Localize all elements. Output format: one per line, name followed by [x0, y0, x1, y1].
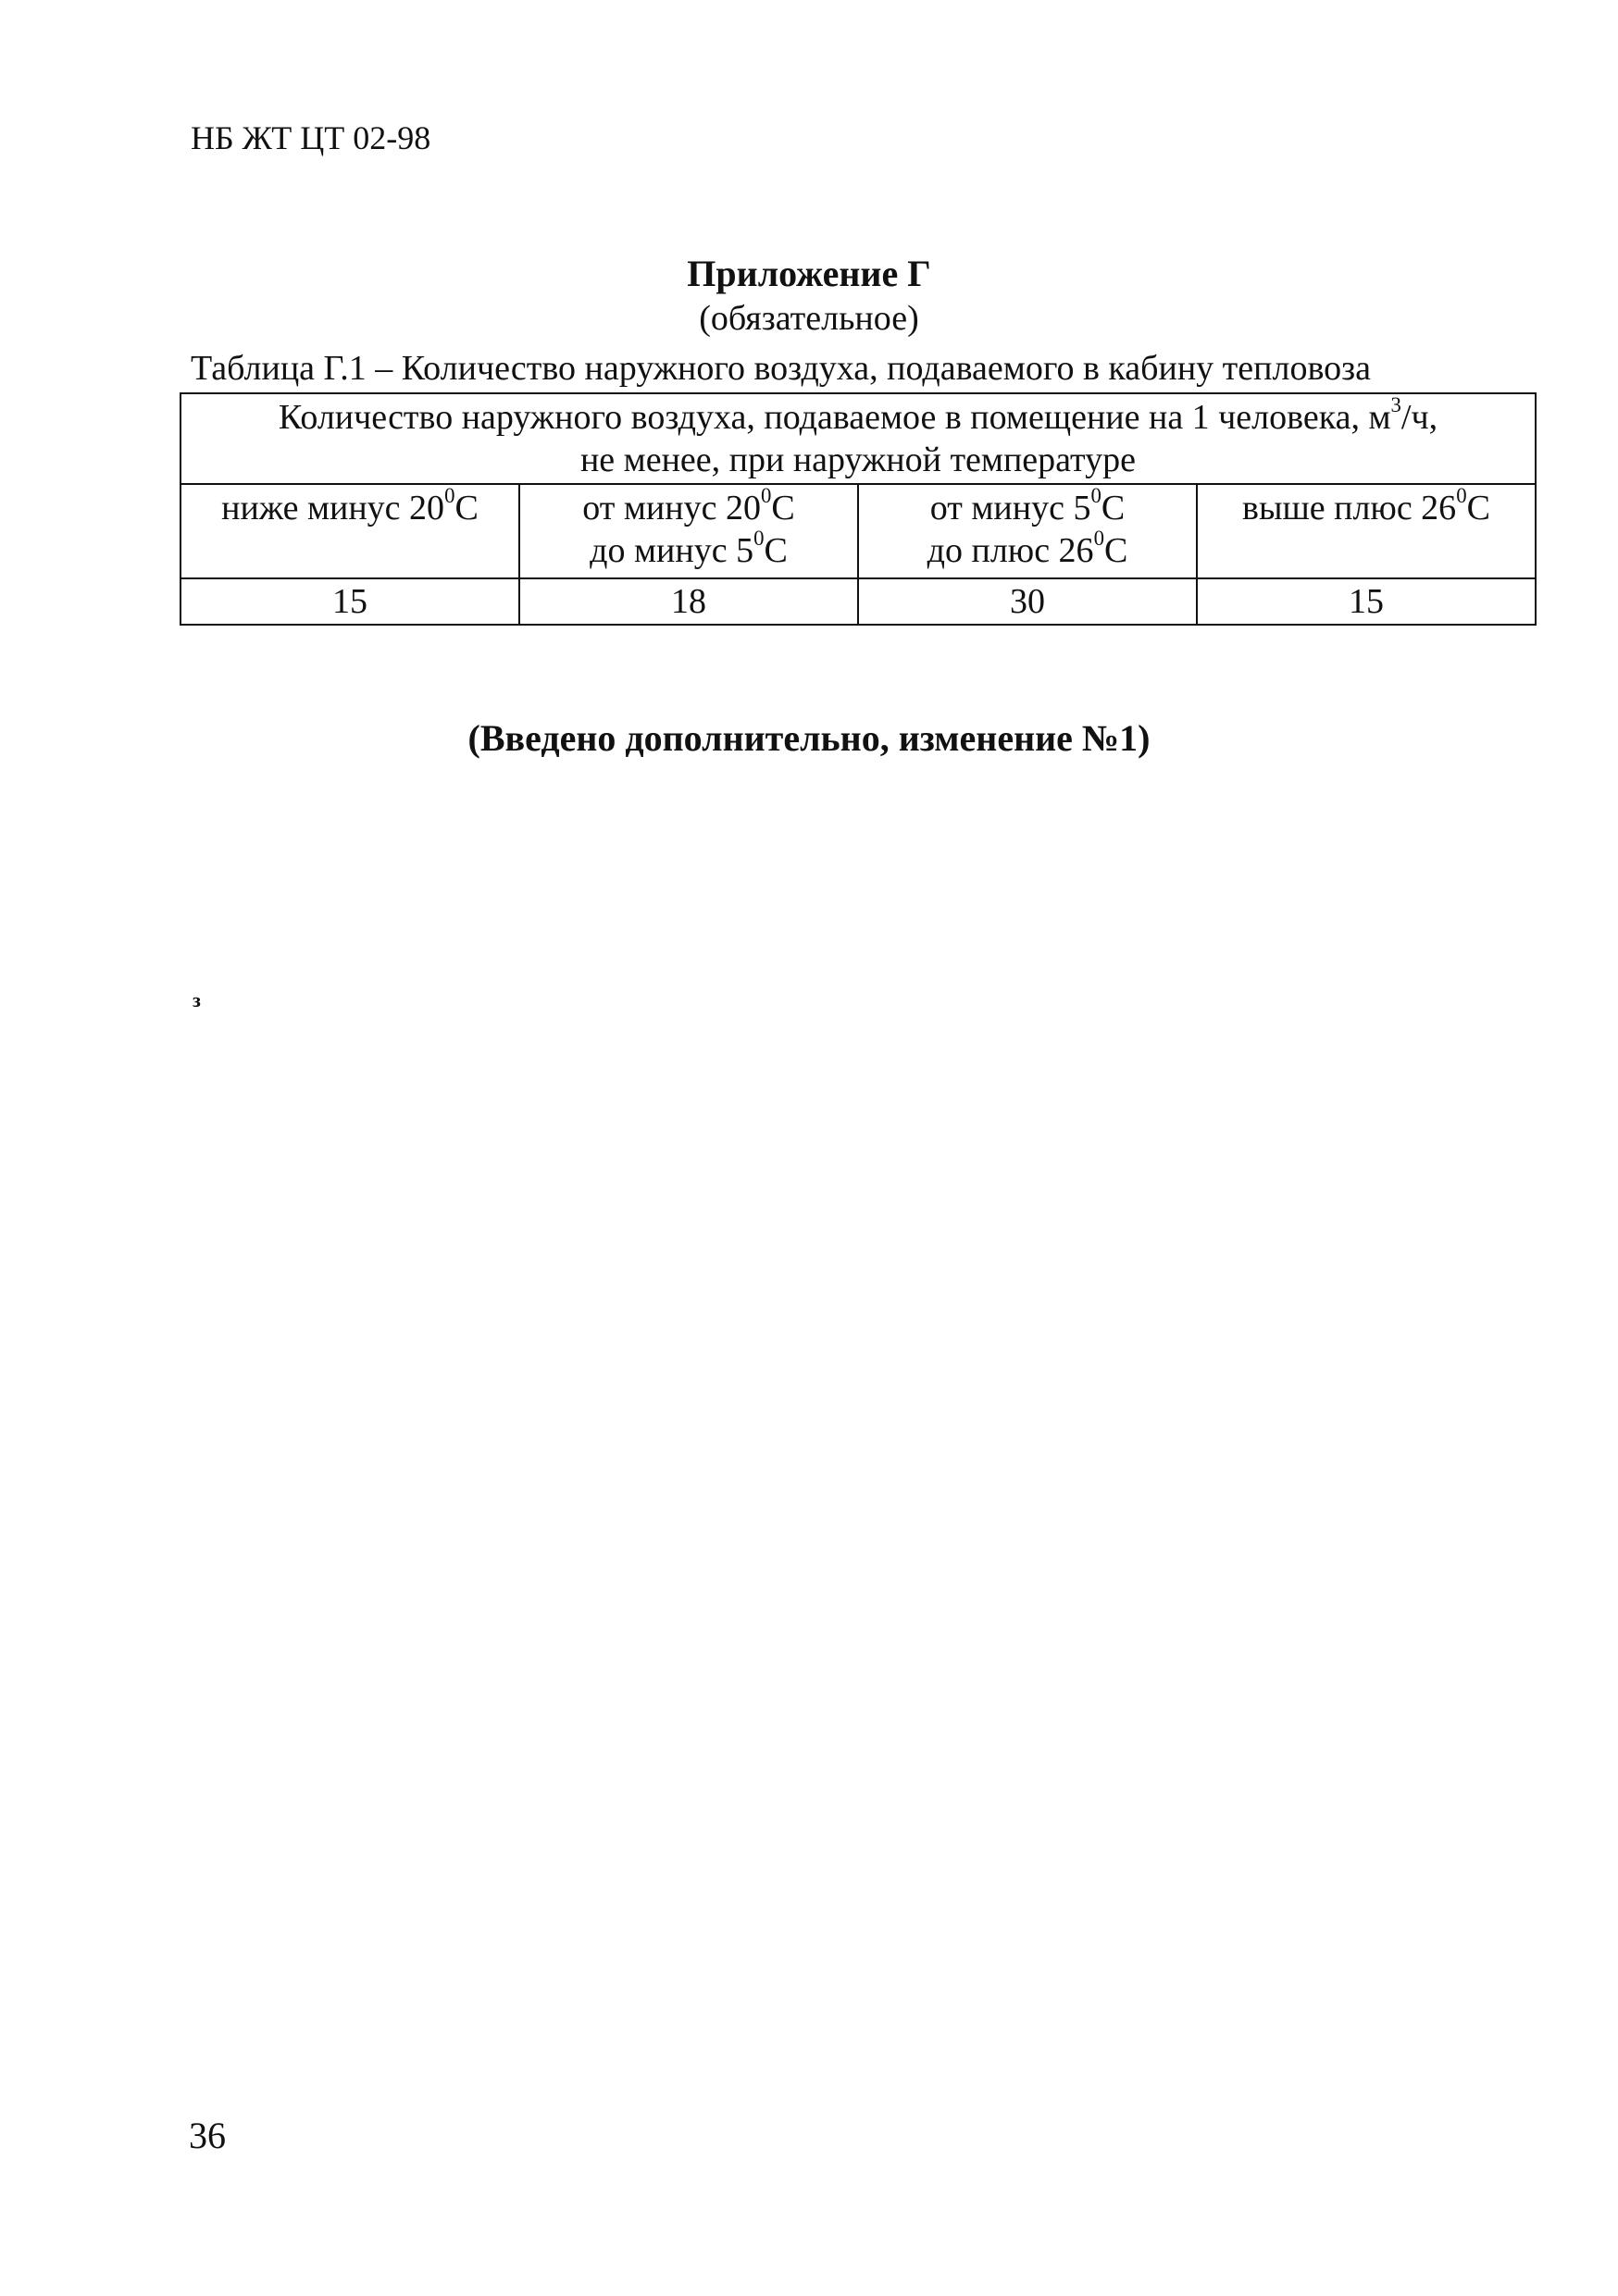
unit-text: С: [1101, 489, 1126, 527]
temperature-range-cell: [858, 484, 1197, 578]
unit-text: С: [1103, 531, 1128, 570]
header-line-1: [185, 392, 1531, 439]
appendix-subtitle: (обязательное): [699, 299, 919, 338]
appendix-title: Приложение Г: [687, 253, 931, 294]
value-cell: 15: [1197, 578, 1536, 625]
range-text: от минус 5: [929, 489, 1091, 527]
temperature-range-cell: [180, 484, 519, 578]
value-cell: 15: [180, 578, 519, 625]
unit-text: С: [764, 531, 788, 570]
range-line-2: [524, 526, 853, 572]
range-line-1: [185, 483, 515, 529]
unit-text: С: [1466, 489, 1490, 527]
table-row: [180, 484, 1536, 578]
range-line-1: [524, 483, 853, 529]
degree-superscript: 0: [1456, 483, 1467, 507]
range-line-1: [863, 483, 1192, 529]
header-line-2: не менее, при наружной температуре: [579, 441, 1137, 479]
degree-superscript: 0: [1093, 526, 1104, 550]
table-header-cell: [180, 393, 1536, 484]
stray-mark: з: [193, 988, 201, 1011]
header-unit-superscript: 3: [1390, 392, 1401, 416]
air-supply-table: [180, 392, 1537, 626]
value-cell: 18: [519, 578, 858, 625]
table-row: [180, 578, 1536, 625]
value-cell: 30: [858, 578, 1197, 625]
degree-superscript: 0: [753, 526, 765, 550]
degree-superscript: 0: [1090, 483, 1101, 507]
degree-superscript: 0: [444, 483, 455, 507]
range-line-1: [1201, 483, 1531, 529]
range-line-2: [863, 526, 1192, 572]
range-text: до минус 5: [590, 531, 754, 570]
amendment-note: (Введено дополнительно, изменение №1): [467, 717, 1151, 759]
degree-superscript: 0: [760, 483, 772, 507]
range-text: до плюс 26: [927, 531, 1094, 570]
range-text: ниже минус 20: [221, 489, 445, 527]
temperature-range-cell: [1197, 484, 1536, 578]
range-text: от минус 20: [582, 489, 761, 527]
table-caption: Таблица Г.1 – Количество наружного воздуха, подаваемого в кабину тепловоза: [191, 349, 1372, 388]
temperature-range-cell: [519, 484, 858, 578]
page-number: 36: [189, 2115, 226, 2156]
range-text: выше плюс 26: [1242, 489, 1457, 527]
unit-text: С: [454, 489, 479, 527]
header-unit-suffix: /ч,: [1400, 398, 1438, 437]
header-line-1-text: Количество наружного воздуха, подаваемое в помещение на 1 человека, м: [278, 398, 1391, 437]
table-header-row: [180, 393, 1536, 484]
unit-text: С: [771, 489, 795, 527]
document-code: НБ ЖТ ЦТ 02-98: [191, 119, 431, 156]
